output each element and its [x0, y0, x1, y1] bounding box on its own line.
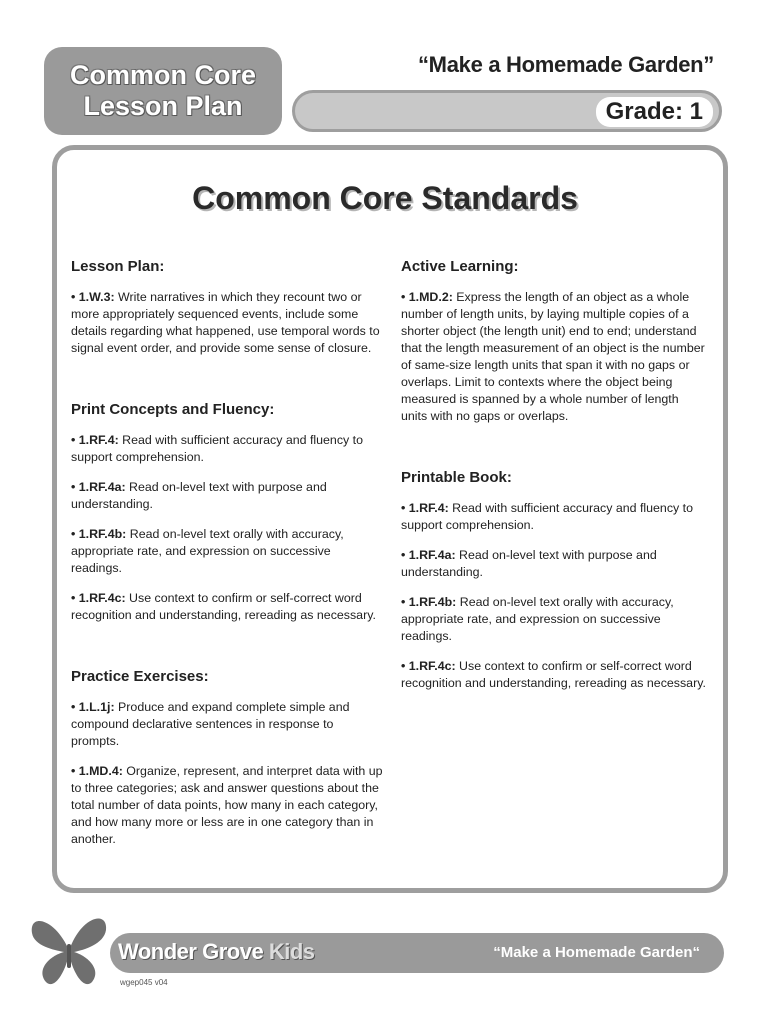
- standard-text: Read on-level text orally with accuracy, appropriate rate, and expression on successive readings.: [71, 527, 344, 575]
- standard-item: [71, 699, 383, 750]
- standard-text: Write narratives in which they recount two or more appropriately sequenced events, include some details regarding what happened, use temporal words to signal event order, and provide some sense of closure.: [71, 290, 380, 355]
- standard-code: • 1.RF.4b:: [71, 527, 127, 541]
- standard-text: Organize, represent, and interpret data with up to three categories; ask and answer questions about the total number of data points, how many in each category, and how many more or less are in one category than in another.: [71, 764, 383, 846]
- brand-logo: [118, 939, 315, 965]
- standard-code: • 1.RF.4:: [401, 501, 449, 515]
- section-heading: Lesson Plan:: [71, 258, 165, 275]
- badge-line-2: Lesson Plan: [83, 91, 243, 121]
- document-code: wgep045 v04: [120, 978, 168, 987]
- badge-line-1: Common Core: [69, 60, 256, 90]
- grade-bar: [292, 90, 722, 132]
- right-column: [401, 258, 707, 692]
- footer-lesson-title: “Make a Homemade Garden“: [493, 944, 700, 961]
- standard-text: Read with sufficient accuracy and fluency to support comprehension.: [71, 433, 363, 464]
- standard-text: Read on-level text orally with accuracy, appropriate rate, and expression on successive readings.: [401, 595, 674, 643]
- standard-item: [401, 547, 707, 581]
- standard-item: [401, 658, 707, 692]
- standard-code: • 1.L.1j:: [71, 700, 115, 714]
- grade-label: Grade: 1: [596, 97, 713, 127]
- standard-item: [401, 500, 707, 534]
- section-heading: Print Concepts and Fluency:: [71, 401, 275, 418]
- standard-code: • 1.MD.2:: [401, 290, 453, 304]
- standard-item: [71, 763, 383, 848]
- standard-code: • 1.RF.4c:: [401, 659, 456, 673]
- standard-code: • 1.RF.4c:: [71, 591, 126, 605]
- standard-code: • 1.RF.4a:: [401, 548, 456, 562]
- standard-code: • 1.RF.4b:: [401, 595, 457, 609]
- standard-code: • 1.RF.4a:: [71, 480, 126, 494]
- left-column: [71, 258, 383, 848]
- standard-item: [71, 590, 383, 624]
- standard-text: Read on-level text with purpose and understanding.: [71, 480, 327, 511]
- brand-kids: Kids: [268, 939, 315, 964]
- standard-text: Use context to confirm or self-correct word recognition and understanding, rereading as necessary.: [71, 591, 376, 622]
- section-heading: Printable Book:: [401, 469, 512, 486]
- standard-code: • 1.W.3:: [71, 290, 115, 304]
- standard-text: Read on-level text with purpose and understanding.: [401, 548, 657, 579]
- standard-text: Use context to confirm or self-correct word recognition and understanding, rereading as necessary.: [401, 659, 706, 690]
- standard-code: • 1.RF.4:: [71, 433, 119, 447]
- standard-text: Produce and expand complete simple and compound declarative sentences in response to prompts.: [71, 700, 350, 748]
- standard-item: [401, 594, 707, 645]
- standard-item: [71, 479, 383, 513]
- standard-text: Express the length of an object as a whole number of length units, by laying multiple copies of a shorter object (the length unit) end to end; understand that the length measurement of an object is the number of same-size length units that span it with no gaps or overlaps. Limit to contexts where the object being measured is spanned by a whole number of length units with no gaps or overlaps.: [401, 290, 705, 423]
- section-heading: Practice Exercises:: [71, 668, 209, 685]
- lesson-title: “Make a Homemade Garden”: [417, 52, 714, 77]
- standard-text: Read with sufficient accuracy and fluency to support comprehension.: [401, 501, 693, 532]
- standard-code: • 1.MD.4:: [71, 764, 123, 778]
- section-heading: Active Learning:: [401, 258, 519, 275]
- brand-main: Wonder Grove: [118, 939, 264, 964]
- standard-item: [71, 289, 383, 357]
- panel-title: Common Core Standards: [192, 180, 578, 216]
- standard-item: [401, 289, 707, 425]
- standard-item: [71, 432, 383, 466]
- lesson-plan-badge: [44, 47, 282, 135]
- standard-item: [71, 526, 383, 577]
- butterfly-icon: [24, 908, 114, 992]
